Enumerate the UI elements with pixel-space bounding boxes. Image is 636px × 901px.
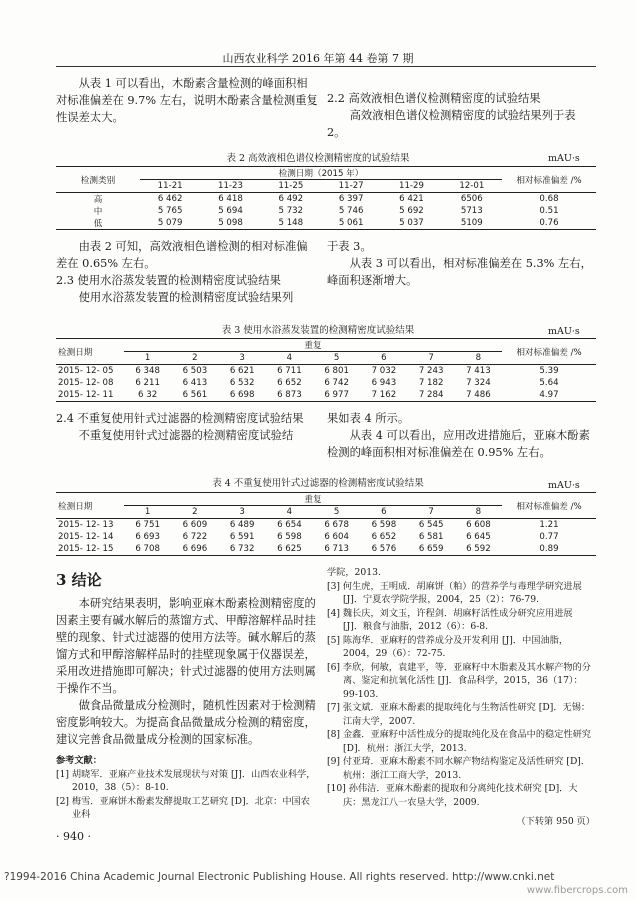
table4-cell: 6 732 <box>229 544 255 554</box>
table4-rsd-cell: 0.89 <box>539 544 559 554</box>
table2-row-label: 中 <box>93 207 103 217</box>
table2-cell: 5 148 <box>278 218 304 228</box>
table3-cell: 6 801 <box>324 366 349 376</box>
table4-rep-header: 1 <box>144 507 151 517</box>
table3-cell: 6 943 <box>371 378 397 388</box>
table4-cell: 6 645 <box>466 532 491 542</box>
right-column-mid2 <box>327 410 595 461</box>
section-2-4-text: 不重复使用针式过滤器的检测精密度试验结 <box>78 429 294 442</box>
table3-rsd-header: 相对标准偏差 /% <box>502 339 596 365</box>
table3-cell: 6 348 <box>135 366 160 376</box>
table2-unit: mAU·s <box>548 153 580 164</box>
table4-cell: 6 696 <box>182 544 208 554</box>
table4-rep-header: 5 <box>333 507 340 517</box>
table3-cell: 6 873 <box>277 390 302 400</box>
table4-rep-header: 7 <box>428 507 434 517</box>
table4-group-header: 重复 <box>124 493 502 506</box>
conclusion-section <box>56 572 318 822</box>
table2-cell: 6 397 <box>338 194 364 204</box>
table4-cell: 6 722 <box>182 532 208 542</box>
table4-cell: 6 652 <box>371 532 397 542</box>
reference-item: [2] 梅雪．亚麻饼木酚素发酵提取工艺研究 [D]．北京：中国农业科 <box>56 795 310 820</box>
paragraph-table3-ref: 于表 3。 <box>327 240 372 253</box>
continued-note: （下转第 950 页） <box>516 816 595 827</box>
table3-cell: 7 413 <box>466 366 491 376</box>
table2-cell: 6 492 <box>278 194 304 204</box>
table2-group-header: 检测日期（2015 年） <box>140 167 502 180</box>
table3-rep-header: 8 <box>475 353 482 363</box>
table3-col0-header: 检测日期 <box>56 339 124 365</box>
paragraph-table4-ref: 果如表 4 所示。 <box>327 412 410 425</box>
table4-rsd-cell: 0.77 <box>539 532 559 542</box>
table4-cell: 6 489 <box>229 520 255 530</box>
table3-rsd-cell: 5.64 <box>539 378 559 388</box>
references-right-list <box>327 566 595 809</box>
reference-item: [5] 陈海华．亚麻籽的营养成分及开发利用 [J]．中国油脂，2004，29（6）：72-75. <box>327 634 569 659</box>
table2-cell: 6 418 <box>218 194 243 204</box>
table-row <box>56 377 596 389</box>
table2-cell: 5 692 <box>399 206 424 216</box>
references-right <box>327 566 595 829</box>
table2-cell: 5109 <box>460 218 483 228</box>
table4-row-date: 2015- 12- 14 <box>58 532 114 542</box>
table3-rsd-cell: 4.97 <box>539 390 559 400</box>
table4-cell: 6 608 <box>466 520 491 530</box>
table-row <box>56 543 596 556</box>
page-number: · 940 · <box>56 830 91 843</box>
table3-row-date: 2015- 12- 11 <box>58 390 114 400</box>
table4-caption: 表 4 不重复使用针式过滤器的检测精密度试验结果 <box>212 478 424 489</box>
left-column-top <box>56 75 318 126</box>
table2-cell: 5 079 <box>157 218 183 228</box>
left-column-mid2 <box>56 410 318 444</box>
reference-item: [9] 付亚琦．亚麻木酚素不同水解产物结构鉴定及活性研究 [D]．杭州：浙江工商大学，2013. <box>327 756 591 781</box>
table4-rep-header: 4 <box>286 507 293 517</box>
table4-col0-header: 检测日期 <box>56 493 124 519</box>
table-row <box>56 519 596 532</box>
table4-cell: 6 598 <box>371 520 397 530</box>
paragraph-table2-result: 由表 2 可知，高效液相色谱检测的相对标准偏差在 0.65% 左右。 <box>56 240 308 270</box>
reference-item: 学院，2013. <box>327 567 381 578</box>
conclusion-paragraph-2: 做食品微量成分检测时，随机性因素对于检测精密度影响较大。为提高食品微量成分检测的精密度，建议完善食品微量成分检测的国家标准。 <box>56 699 316 746</box>
references-title: 参考文献： <box>56 755 102 766</box>
table3-cell: 7 032 <box>371 366 397 376</box>
table2-cell: 6506 <box>460 194 483 204</box>
paragraph-table1-result: 从表 1 可以看出，木酚素含量检测的峰面积相对标准偏差在 9.7% 左右，说明木酚素含量检测重复性误差太大。 <box>56 77 318 124</box>
table4-cell: 6 751 <box>135 520 160 530</box>
conclusion-paragraph-1: 本研究结果表明，影响亚麻木酚素检测精密度的因素主要有碱水解后的蒸馏方式、甲醇溶解样品时挂壁的现象、针式过滤器的使用方法等。碱水解后的蒸馏方式和甲醇溶解样品时的挂壁现象属于仪器误差，采用改进措施即可解决；针式过滤器的使用方法则属于操作不当。 <box>56 597 316 695</box>
table3-cell: 6 711 <box>277 366 302 376</box>
reference-item: [3] 何生虎，王明成．胡麻饼（粕）的营养学与毒理学研究进展 [J]．宁夏农学院学报，2004，25（2）：76-79. <box>327 580 582 605</box>
table4-cell: 6 576 <box>371 544 397 554</box>
table3-cell: 7 182 <box>418 378 444 388</box>
table3-cell: 7 284 <box>418 390 444 400</box>
table2-cell: 5 765 <box>157 206 183 216</box>
table4-cell: 6 654 <box>277 520 302 530</box>
table3-cell: 7 486 <box>466 390 491 400</box>
table4-cell: 6 592 <box>466 544 491 554</box>
section-2-2-text: 高效液相色谱仪检测精密度的试验结果列于表 2。 <box>327 109 576 139</box>
table4-cell: 6 659 <box>418 544 444 554</box>
table4-rsd-cell: 1.21 <box>539 520 559 530</box>
table2-cell: 5 694 <box>218 206 243 216</box>
table4-cell: 6 609 <box>182 520 208 530</box>
table3-rep-header: 4 <box>286 353 293 363</box>
table3-cell: 6 561 <box>182 390 208 400</box>
table2-cell: 5 746 <box>338 206 364 216</box>
table4 <box>56 492 596 556</box>
table3-rep-header: 1 <box>144 353 151 363</box>
table-row <box>56 531 596 543</box>
table-row <box>56 365 596 378</box>
section-2-2-title: 2.2 高效液相色谱仪检测精密度的试验结果 <box>327 92 541 105</box>
table2-col0-header: 检测类别 <box>56 167 140 193</box>
table2-date-header: 11-27 <box>338 181 364 191</box>
table2-date-header: 11-23 <box>218 181 243 191</box>
copyright-footer: ?1994-2016 China Academic Journal Electronic Publishing House. All rights reserved. http://www.cnki.net <box>4 871 555 883</box>
table2-cell: 6 421 <box>399 194 424 204</box>
header-rule <box>56 66 596 67</box>
table3-rep-header: 2 <box>192 353 198 363</box>
table2 <box>56 166 596 230</box>
table-row <box>56 389 596 402</box>
table4-cell: 6 678 <box>324 520 349 530</box>
table3-cell: 7 324 <box>466 378 491 388</box>
table-row <box>56 217 596 230</box>
table3-cell: 6 698 <box>229 390 255 400</box>
table2-row-label: 低 <box>93 219 103 229</box>
table3-cell: 6 211 <box>135 378 160 388</box>
table3-cell: 6 977 <box>324 390 349 400</box>
table3-rep-header: 5 <box>333 353 340 363</box>
table3-rsd-cell: 5.39 <box>539 366 559 376</box>
reference-item: [6] 李欣，何敏，袁建平，等．亚麻籽中木脂素及其水解产物的分离、鉴定和抗氧化活性 [J]．食品科学，2015，36（17）：99-103. <box>327 661 591 700</box>
table3-cell: 6 503 <box>182 366 208 376</box>
table4-cell: 6 581 <box>418 532 444 542</box>
table4-cell: 6 713 <box>324 544 349 554</box>
reference-item: [1] 胡晓军．亚麻产业技术发展现状与对策 [J]．山西农业科学，2010，38（5）：8-10. <box>56 768 316 793</box>
table3-group-header: 重复 <box>124 339 502 352</box>
running-header: 山西农业科学 2016 年第 44 卷第 7 期 <box>222 52 414 65</box>
table4-unit: mAU·s <box>548 480 580 491</box>
table3-cell: 6 532 <box>229 378 255 388</box>
table2-cell: 5 037 <box>399 218 424 228</box>
left-column-mid <box>56 238 318 306</box>
section-2-3-text: 使用水浴蒸发装置的检测精密度试验结果列 <box>78 291 294 304</box>
table2-cell: 5 098 <box>218 218 243 228</box>
table3-rep-header: 6 <box>381 353 387 363</box>
section-2-3-title: 2.3 使用水浴蒸发装置的检测精密度试验结果 <box>56 274 281 287</box>
table2-cell: 5 061 <box>338 218 364 228</box>
table4-cell: 6 545 <box>418 520 444 530</box>
table2-cell: 5713 <box>460 206 483 216</box>
reference-item: [4] 魏长庆，刘文玉，许程剑．胡麻籽活性成分研究应用进展 [J]．粮食与油脂，2012（6）：6-8. <box>327 607 573 632</box>
table2-caption: 表 2 高效液相色谱仪检测精密度的试验结果 <box>226 153 410 164</box>
table3 <box>56 338 596 402</box>
table3-rep-header: 3 <box>239 353 245 363</box>
reference-item: [8] 金鑫．亚麻籽中活性成分的提取纯化及在食品中的稳定性研究 [D]．杭州：浙江大学，2013. <box>327 729 591 754</box>
reference-item: [7] 张文斌．亚麻木酚素的提取纯化与生物活性研究 [D]．无锡：江南大学，2007. <box>327 702 591 727</box>
table3-cell: 6 742 <box>324 378 349 388</box>
table2-body <box>56 193 596 230</box>
table4-rep-header: 3 <box>239 507 245 517</box>
table4-rep-header: 2 <box>192 507 198 517</box>
table3-cell: 6 652 <box>277 378 302 388</box>
section-2-4-title: 2.4 不重复使用针式过滤器的检测精密度试验结果 <box>56 412 304 425</box>
table4-row-date: 2015- 12- 15 <box>58 544 114 554</box>
table4-cell: 6 598 <box>277 532 302 542</box>
table4-rep-header: 8 <box>475 507 482 517</box>
right-column-mid <box>327 238 595 289</box>
table4-body <box>56 519 596 556</box>
table3-cell: 6 621 <box>229 366 255 376</box>
table2-date-header: 11-29 <box>398 181 424 191</box>
table4-row-date: 2015- 12- 13 <box>58 520 114 530</box>
table3-unit: mAU·s <box>548 326 580 337</box>
table3-cell: 6 413 <box>182 378 208 388</box>
table3-cell: 6 32 <box>138 390 158 400</box>
table3-row-date: 2015- 12- 08 <box>58 378 114 388</box>
table2-cell: 5 732 <box>278 206 304 216</box>
references-left-list <box>56 768 318 822</box>
watermark: www.fibercrops.com <box>526 885 628 896</box>
table4-rep-header: 6 <box>381 507 387 517</box>
table3-body <box>56 365 596 402</box>
table-row <box>56 193 596 206</box>
table2-date-header: 11-25 <box>278 181 304 191</box>
table2-rsd-cell: 0.76 <box>539 218 559 228</box>
table-row <box>56 205 596 217</box>
paragraph-table4-result: 从表 4 可以看出，应用改进措施后，亚麻木酚素检测的峰面积相对标准偏差在 0.95% 左右。 <box>327 429 590 459</box>
table2-row-label: 高 <box>93 195 103 205</box>
table4-cell: 6 625 <box>277 544 302 554</box>
reference-item: [10] 孙伟洁．亚麻木酚素的提取和分离纯化技术研究 [D]．大庆：黑龙江八一农垦大学，2009. <box>327 783 578 808</box>
right-column-top <box>327 90 595 141</box>
references-left <box>56 754 318 822</box>
table4-cell: 6 693 <box>135 532 160 542</box>
table2-rsd-cell: 0.51 <box>539 206 559 216</box>
table4-cell: 6 604 <box>324 532 349 542</box>
table4-cell: 6 708 <box>135 544 160 554</box>
table2-date-header: 11-21 <box>157 181 183 191</box>
table2-rsd-cell: 0.68 <box>539 194 559 204</box>
table3-rep-header: 7 <box>428 353 434 363</box>
conclusion-title: 3 结论 <box>56 571 102 589</box>
table4-cell: 6 591 <box>229 532 255 542</box>
table3-cell: 7 243 <box>418 366 444 376</box>
paragraph-table3-result: 从表 3 可以看出，相对标准偏差在 5.3% 左右，峰面积逐渐增大。 <box>327 257 592 287</box>
table2-date-header: 12-01 <box>459 181 485 191</box>
table4-rsd-header: 相对标准偏差 /% <box>502 493 596 519</box>
table2-rsd-header: 相对标准偏差 /% <box>502 167 596 193</box>
table3-row-date: 2015- 12- 05 <box>58 366 114 376</box>
table3-cell: 7 162 <box>371 390 397 400</box>
table3-caption: 表 3 使用水浴蒸发装置的检测精密度试验结果 <box>221 325 415 336</box>
table2-cell: 6 462 <box>157 194 183 204</box>
